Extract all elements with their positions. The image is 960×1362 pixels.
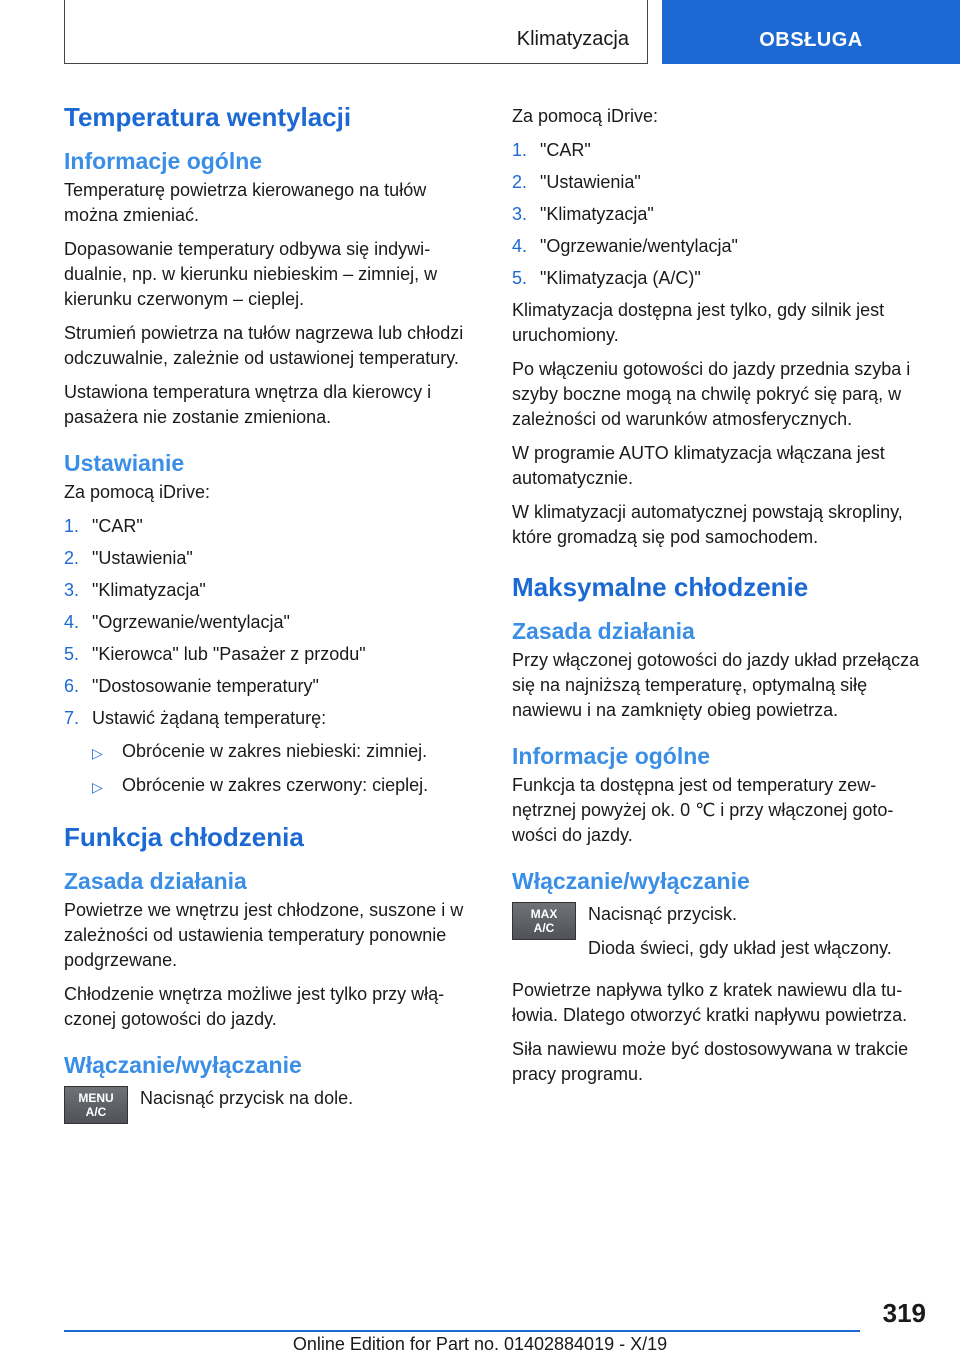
button-label-bottom: A/C <box>85 1105 107 1119</box>
chapter-tab <box>662 0 960 64</box>
paragraph: Nacisnąć przycisk na dole. <box>140 1088 354 1108</box>
button-instruction-text <box>140 1086 353 1120</box>
step-text: "Kierowca" lub "Pasażer z przodu" <box>92 644 366 664</box>
list-item <box>512 202 932 227</box>
step-text: "Dostosowanie temperatury" <box>92 676 319 696</box>
paragraph: Temperaturę powietrza kierowanego na tułów można zmieniać. <box>64 180 427 225</box>
heading-funkcja-chlodzenia: Funkcja chłodzenia <box>64 822 304 852</box>
heading-informacje-ogolne: Informacje ogólne <box>64 148 263 174</box>
triangle-bullet-icon: ▷ <box>92 779 103 795</box>
step-text: "CAR" <box>92 516 143 536</box>
heading-zasada-dzialania: Zasada działania <box>512 618 695 644</box>
max-ac-button-icon <box>512 902 576 940</box>
paragraph: Za pomocą iDrive: <box>512 106 659 126</box>
button-label-bottom: A/C <box>533 921 555 935</box>
right-column <box>512 104 932 1096</box>
step-text: "Ustawienia" <box>540 172 641 192</box>
paragraph: W programie AUTO klimatyzacja włączana jest automatycznie. <box>512 443 885 488</box>
steps-list <box>512 138 932 291</box>
step-text: "Ogrzewanie/wentylacja" <box>540 236 738 256</box>
chapter-title: OBSŁUGA <box>759 29 863 51</box>
sub-item-text: Obrócenie w zakres czerwony: cieplej. <box>122 775 429 795</box>
paragraph: W klimatyzacji automatycznej powstają skropliny, które gromadzą się pod samochodem. <box>512 502 903 547</box>
page-number: 319 <box>882 1298 926 1328</box>
button-label-top: MENU <box>78 1091 114 1105</box>
paragraph: Powietrze napływa tylko z kratek nawiewu dla tułowia. Dlatego otworzyć kratki napływu powietrza. <box>512 980 908 1025</box>
list-item <box>92 739 480 766</box>
section-title: Klimatyzacja <box>516 28 629 50</box>
list-item <box>64 578 480 603</box>
step-text: "CAR" <box>540 140 591 160</box>
paragraph: Przy włączonej gotowości do jazdy układ przełącza się na najniższą temperaturę, optymalną siłę nawiewu i na zamknięty obieg powietrza. <box>512 650 920 720</box>
footer-divider <box>64 1330 860 1332</box>
step-text: Ustawić żądaną temperaturę: <box>92 708 327 728</box>
step-number: 3. <box>512 204 528 224</box>
sub-item-text: Obrócenie w zakres niebieski: zimniej. <box>122 741 428 761</box>
left-column <box>64 100 480 1124</box>
step-number: 3. <box>64 580 80 600</box>
button-instruction-text <box>588 902 892 970</box>
step-text: "Ogrzewanie/wentylacja" <box>92 612 290 632</box>
list-item <box>64 546 480 571</box>
list-item <box>64 610 480 635</box>
paragraph: Strumień powietrza na tułów nagrzewa lub chłodzi odczuwalnie, zależnie od ustawionej temperatury. <box>64 323 464 368</box>
list-item <box>512 138 932 163</box>
paragraph: Nacisnąć przycisk. <box>588 904 738 924</box>
step-number: 5. <box>512 268 528 288</box>
list-item <box>512 266 932 291</box>
step-text: "Klimatyzacja (A/C)" <box>540 268 701 288</box>
list-item <box>512 234 932 259</box>
button-label-top: MAX <box>530 907 558 921</box>
list-item <box>64 674 480 699</box>
steps-list <box>64 514 480 731</box>
list-item <box>64 514 480 539</box>
heading-wlaczanie-wylaczanie: Włączanie/wyłączanie <box>512 868 750 894</box>
step-number: 2. <box>64 548 80 568</box>
header-section-box <box>64 0 648 64</box>
paragraph: Funkcja ta dostępna jest od temperatury zewnętrznej powyżej ok. 0 ℃ i przy włączonej gotowości do jazdy. <box>512 775 894 845</box>
list-item <box>512 170 932 195</box>
paragraph: Po włączeniu gotowości do jazdy przednia szyba i szyby boczne mogą na chwilę pokryć się parą, w zależności od warunków atmosferycznych. <box>512 359 911 429</box>
list-item <box>64 642 480 667</box>
paragraph: Powietrze we wnętrzu jest chłodzone, suszone i w zależności od ustawienia temperatury ponownie podgrzewane. <box>64 900 464 970</box>
step-number: 2. <box>512 172 528 192</box>
step-number: 4. <box>512 236 528 256</box>
button-instruction <box>64 1086 480 1124</box>
step-number: 4. <box>64 612 80 632</box>
list-item <box>92 773 480 800</box>
heading-informacje-ogolne: Informacje ogólne <box>512 743 711 769</box>
heading-temperatura-wentylacji: Temperatura wentylacji <box>64 102 352 132</box>
step-text: "Klimatyzacja" <box>540 204 654 224</box>
step-number: 7. <box>64 708 80 728</box>
paragraph: Siła nawiewu może być dostosowywana w trakcie pracy programu. <box>512 1039 909 1084</box>
paragraph: Dioda świeci, gdy układ jest włączony. <box>588 938 892 958</box>
paragraph: Dopasowanie temperatury odbywa się indywidualnie, np. w kierunku niebieskim – zimniej, w kierunku czerwonym – cieplej. <box>64 239 438 309</box>
heading-maksymalne-chlodzenie: Maksymalne chłodzenie <box>512 572 809 602</box>
step-number: 5. <box>64 644 80 664</box>
step-number: 1. <box>64 516 80 536</box>
step-number: 6. <box>64 676 80 696</box>
triangle-bullet-icon: ▷ <box>92 745 103 761</box>
footer-edition: Online Edition for Part no. 01402884019 - X/19 <box>292 1334 668 1354</box>
step-text: "Ustawienia" <box>92 548 193 568</box>
sub-list <box>64 739 480 800</box>
heading-zasada-dzialania: Zasada działania <box>64 868 247 894</box>
heading-wlaczanie-wylaczanie: Włączanie/wyłączanie <box>64 1052 302 1078</box>
paragraph: Ustawiona temperatura wnętrza dla kierowcy i pasażera nie zostanie zmieniona. <box>64 382 432 427</box>
menu-ac-button-icon <box>64 1086 128 1124</box>
step-number: 1. <box>512 140 528 160</box>
heading-ustawianie: Ustawianie <box>64 450 185 476</box>
button-instruction <box>512 902 932 970</box>
paragraph: Chłodzenie wnętrza możliwe jest tylko przy włączonej gotowości do jazdy. <box>64 984 445 1029</box>
paragraph: Klimatyzacja dostępna jest tylko, gdy silnik jest uruchomiony. <box>512 300 885 345</box>
paragraph: Za pomocą iDrive: <box>64 482 211 502</box>
step-text: "Klimatyzacja" <box>92 580 206 600</box>
list-item <box>64 706 480 731</box>
